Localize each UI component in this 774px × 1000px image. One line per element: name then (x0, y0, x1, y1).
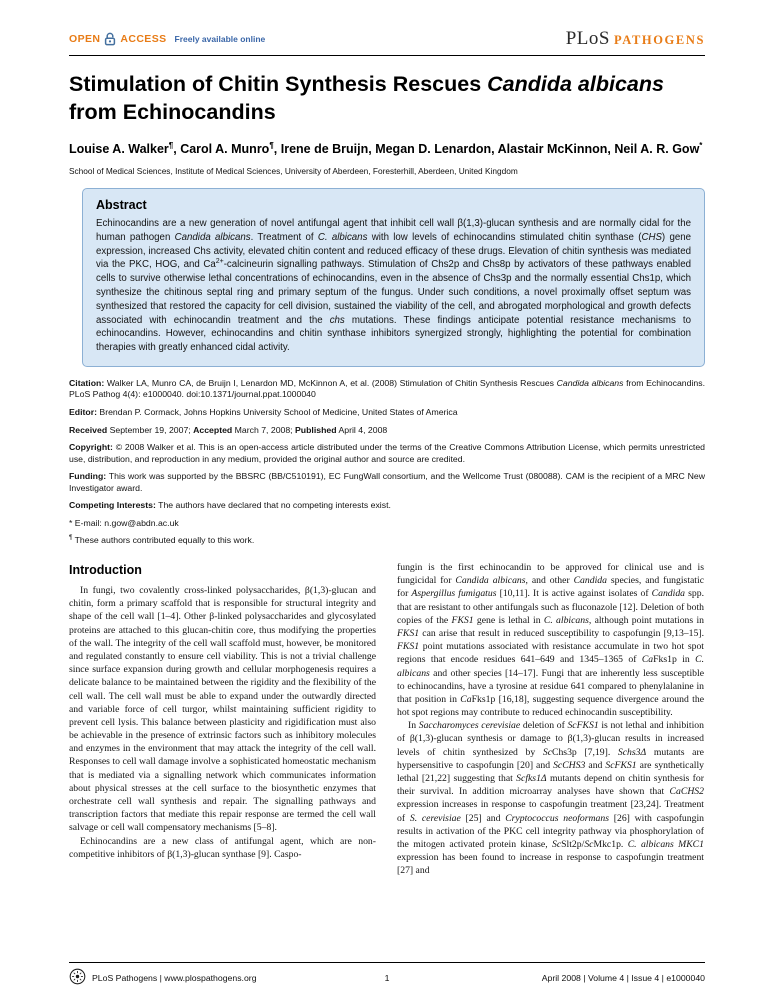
plos-wordmark: PLoS (565, 28, 610, 49)
editor-line: Editor: Brendan P. Cormack, Johns Hopkins University School of Medicine, United States of America (69, 406, 458, 417)
open-access-banner (69, 32, 265, 46)
abstract-text: Echinocandins are a new generation of novel antifungal agent that inhibit cell wall β(1,3)-glucan synthesis and are normally cidal for the human pathogen Candida albicans. Treatment of C. albicans with low levels of echinocandins stimulated chitin synthase (CHS) gene expression, increased Chs activity, elevated chitin content and reduced efficacy of these drugs. Elevation of chitin synthesis was mediated via the PKC, HOG, and $Ca^{2+}$-calcineurin signalling pathways. Stimulation of Chs2p and Chs8p by activators of these pathways enabled cells to survive otherwise lethal concentrations of echinocandins, even in the absence of Chs3p and the normally essential Chs1p, which synthesize the chitinous septal ring and primary septum of the fungus. Under such conditions, a novel proximally offset septum was synthesized that restored the capacity for cell division, sustained the viability of the cell, and abrogated morphological and growth defects associated with echinocandin treatment and the chs mutations. These findings anticipate potential resistance mechanisms to echinocandins. However, echinocandins and chitin synthase inhibitors synergized strongly, highlighting the potential for combination therapies with greatly enhanced cidal activity. (96, 218, 691, 354)
freely-available-label: Freely available online (174, 34, 266, 44)
affiliation: School of Medical Sciences, Institute of Medical Sciences, University of Aberdeen, Foresterhill, Aberdeen, United Kingdom (69, 166, 518, 177)
article-metadata (69, 378, 705, 547)
plos-logo-icon (69, 968, 86, 987)
email-line[interactable]: * E-mail: n.gow@abdn.ac.uk (69, 517, 179, 528)
intro-paragraph-2: Echinocandins are a new class of antifungal agent, which are non-competitive inhibitors of β(1,3)-glucan synthase [9]. Caspo- (69, 835, 376, 860)
page-number: 1 (384, 972, 390, 983)
intro-paragraph-3: fungin is the first echinocandin to be approved for clinical use and is fungicidal for Candida albicans, and other Candida species, and fungistatic for Aspergillus fumigatus [10,11]. It is active against isolates of Candida spp. that are resistant to other antifungals such as fluconazole [12]. Deletion of both copies of the FKS1 gene is lethal in C. albicans, although point mutations in FKS1 can arise that result in reduced susceptibility to caspofungin [9,13–15]. FKS1 point mutations associated with resistance accumulate in two hot spot regions that encode residues 641–649 and 1345–1365 of CaFks1p in C. albicans and other species [14–17]. Fungi that are inherently less susceptible to echinocandins, have a tyrosine at residue 641 compared to phenylalanine in that position in CaFks1p [16,18], suggesting sequence divergence around the hot spot regions may contribute to reduced echinocandin susceptibility. (397, 562, 705, 719)
journal-logo (566, 28, 705, 50)
author-list: Louise A. Walker¶, Carol A. Munro¶, Irene de Bruijn, Megan D. Lenardon, Alastair McKinnon, Neil A. R. Gow* (69, 140, 703, 157)
funding-line: Funding: This work was supported by the BBSRC (BB/C510191), EC FungWall consortium, and the Wellcome Trust (080088). CAM is the recipient of a MRC New Investigator award. (69, 471, 705, 493)
footer-divider (69, 962, 705, 963)
footer-journal-url: PLoS Pathogens | www.plospathogens.org (92, 972, 257, 983)
dates-line: Received September 19, 2007; Accepted March 7, 2008; Published April 4, 2008 (69, 424, 388, 435)
open-label: OPEN (69, 33, 101, 45)
open-access-lock-icon (104, 32, 116, 46)
article-title: Stimulation of Chitin Synthesis Rescues Candida albicans from Echinocandins (69, 72, 664, 124)
footer-issue-info: April 2008 | Volume 4 | Issue 4 | e1000040 (541, 972, 705, 983)
journal-name: PATHOGENS (613, 33, 705, 47)
copyright-line: Copyright: © 2008 Walker et al. This is an open-access article distributed under the terms of the Creative Commons Attribution License, which permits unrestricted use, distribution, and reproduction in any medium, provided the original author and source are credited. (69, 442, 705, 464)
access-label: ACCESS (120, 33, 167, 45)
article-body (69, 561, 705, 878)
left-column (69, 561, 376, 878)
abstract-box (82, 188, 705, 367)
intro-paragraph-1: In fungi, two covalently cross-linked polysaccharides, β(1,3)-glucan and chitin, form a primary scaffold that is responsible for structural integrity and shape of the cell wall [1–4]. Other β-linked polysaccharides and glycosylated proteins are attached to this glucan-chitin core, thus modifying the properties of the wall. The integrity of the cell wall scaffold must, however, be monitored and regulated constantly to ensure cell viability. This is not a trivial challenge since surface expansion during growth and cellular morphogenesis requires a delicate balance to be maintained between the rigidity and the flexibility of the cell wall. The cell wall must be able to expand under the outwardly directed and variable force of cell turgor, whilst maintaining sufficient rigidity to prevent cell lysis. This balance between plasticity and rigidification must also be achievable in the presence of extrinsic factors such as inhibitory molecules and enzymes in the environment that may attack the integrity of the cell wall. Responses to cell wall damage involve a sophisticated homeostatic mechanism that is mediated via a signalling network which communicates information about physical stresses at the cell surface to the biosynthetic enzymes that orchestrate cell wall synthesis and repair. The signalling pathways and transcription factors that mediate this repair response are termed the cell wall salvage or cell wall compensatory mechanisms [5–8]. (69, 585, 376, 834)
footer-left (69, 968, 367, 987)
masthead-divider (69, 55, 705, 56)
page-footer (0, 962, 774, 1000)
abstract-heading: Abstract (96, 198, 147, 213)
equal-contribution-line: ¶ These authors contributed equally to this work. (69, 534, 255, 546)
intro-paragraph-4: In Saccharomyces cerevisiae deletion of ScFKS1 is not lethal and inhibition of β(1,3)-glucan synthesis or damage to β(1,3)-glucan results in increased levels of chitin synthesized by ScChs3p [7,19]. Schs3Δ mutants are hypersensitive to caspofungin [20] and ScCHS3 and ScFKS1 are synthetically lethal [21,22] suggesting that Scfks1Δ mutants depend on chitin synthesis for their survival. In addition microarray analyses have shown that CaCHS2 expression increases in response to caspofungin treatment [23,24]. Treatment of S. cerevisiae [25] and Cryptococcus neoformans [26] with caspofungin results in activation of the PKC cell integrity pathway via phosphorylation of the mitogen activated protein kinase, ScSlt2p/ScMkc1p. C. albicans MKC1 expression has been found to increase in response to caspofungin treatment [27] and (397, 720, 704, 877)
citation-line: Citation: Walker LA, Munro CA, de Bruijn I, Lenardon MD, McKinnon A, et al. (2008) Stimulation of Chitin Synthesis Rescues Candida albicans from Echinocandins. PLoS Pathog 4(4): e1000040. doi:10.1371/journal.ppat.1000040 (69, 377, 705, 400)
introduction-heading: Introduction (69, 563, 142, 577)
masthead (69, 28, 705, 50)
competing-interests-line: Competing Interests: The authors have declared that no competing interests exist. (69, 500, 391, 511)
right-column (397, 561, 704, 878)
